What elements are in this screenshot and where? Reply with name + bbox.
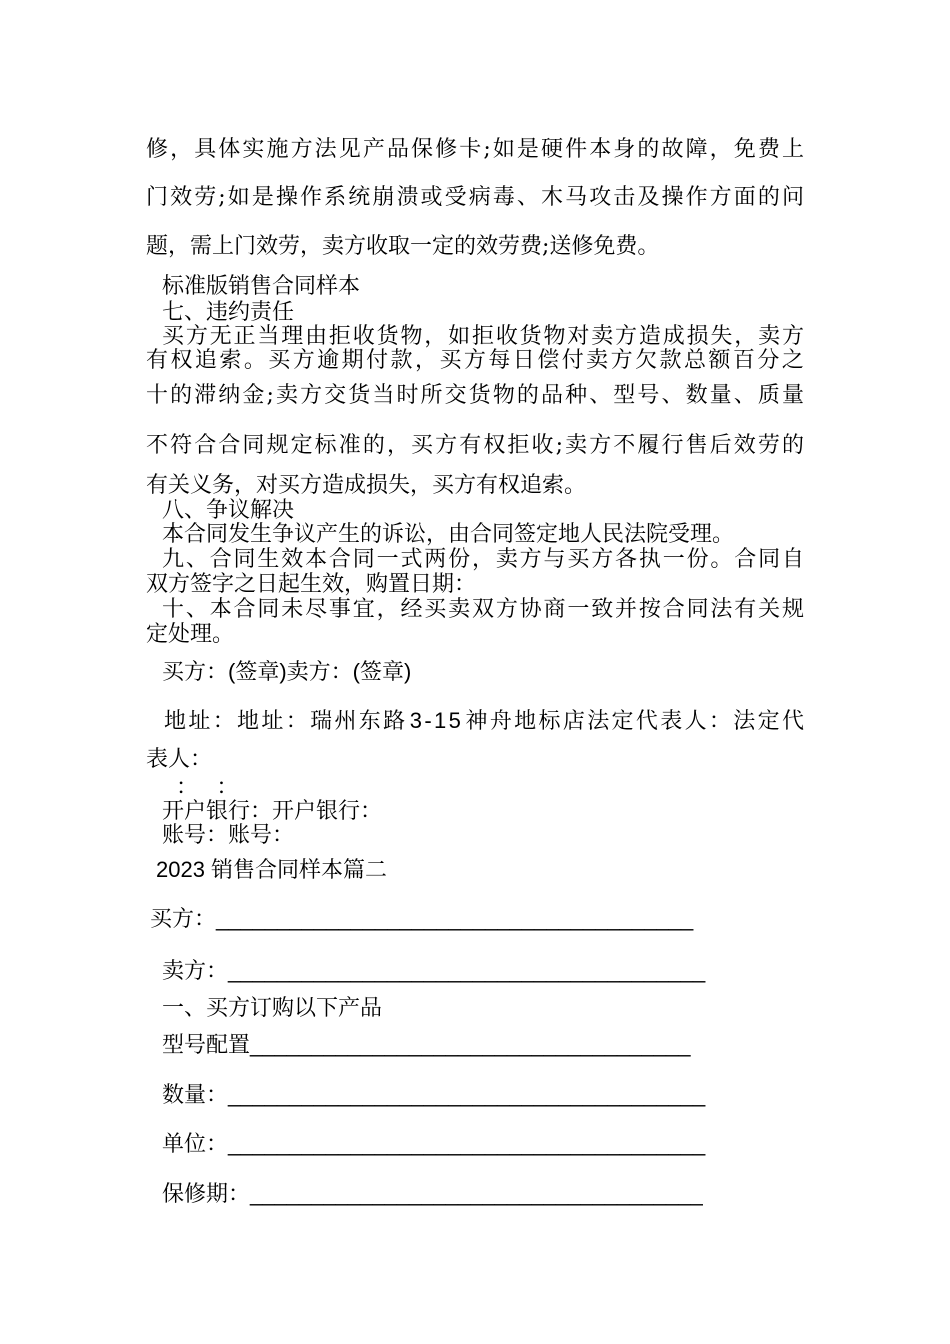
second-contract-title: 2023 销售合同样本篇二 (156, 857, 388, 882)
misc-line-1: 十 、 本 合 同 未 尽 事 宜 ， 经 买 卖 双 方 协 商 一 致 并 按 合 同 法 有 关 规 (162, 597, 804, 622)
signature-parties: 买方：(签章)卖方：(签章) (162, 659, 412, 684)
breach-line-4: 不 符 合 合 同 规 定 标 准 的 ， 买 方 有 权 拒 收 ; 卖 方 不 履 行 售 后 效 劳 的 (146, 433, 804, 458)
address-line-1: 地 址 ： 地 址 ： 瑞 州 东 路 3 - 1 5 神 舟 地 标 店 法 定 代 表 人 ： 法 定 代 (164, 708, 804, 733)
breach-heading: 七、违约责任 (162, 300, 295, 325)
effect-line-2: 双方签字之日起生效，购置日期： (146, 572, 477, 597)
dispute-text: 本合同发生争议产生的诉讼，由合同签定地人民法院受理。 (162, 522, 735, 547)
address-line-2: 表人： (146, 746, 213, 771)
breach-line-5: 有关义务，对买方造成损失，买方有权追索。 (146, 473, 587, 498)
model-config-field: 型号配置____________________________________ (162, 1032, 691, 1057)
quantity-field: 数量：_______________________________________ (162, 1082, 706, 1107)
seller-field: 卖方：_______________________________________ (162, 958, 706, 983)
representative-colons: ： ： (176, 774, 239, 799)
warranty-line-2: 门 效 劳 ; 如 是 操 作 系 统 崩 溃 或 受 病 毒 、 木 马 攻 击 及 操 作 方 面 的 问 (146, 185, 804, 210)
section-1-heading: 一、买方订购以下产品 (162, 996, 383, 1021)
bank-line: 开户银行：开户银行： (162, 798, 383, 823)
warranty-line-3: 题，需上门效劳，卖方收取一定的效劳费;送修免费。 (146, 234, 660, 259)
account-line: 账号：账号： (162, 822, 295, 847)
breach-line-2: 有 权 追 索 。 买 方 逾 期 付 款 ， 买 方 每 日 偿 付 卖 方 欠 款 总 额 百 分 之 (146, 348, 804, 373)
buyer-field: 买方：_______________________________________ (150, 906, 694, 931)
breach-line-3: 十 的 滞 纳 金 ; 卖 方 交 货 当 时 所 交 货 物 的 品 种 、 型 号 、 数 量 、 质 量 (146, 383, 804, 408)
warranty-period-field: 保修期：_____________________________________ (162, 1181, 703, 1206)
standard-contract-title: 标准版销售合同样本 (162, 274, 361, 299)
breach-line-1: 买 方 无 正 当 理 由 拒 收 货 物 ， 如 拒 收 货 物 对 卖 方 造 成 损 失 ， 卖 方 (162, 324, 804, 349)
misc-line-2: 定处理。 (146, 622, 235, 647)
warranty-line-1: 修 ， 具 体 实 施 方 法 见 产 品 保 修 卡 ; 如 是 硬 件 本 身 的 故 障 ， 免 费 上 (146, 137, 804, 162)
effect-line-1: 九 、 合 同 生 效 本 合 同 一 式 两 份 ， 卖 方 与 买 方 各 执 一 份 。 合 同 自 (162, 547, 804, 572)
unit-field: 单位：_______________________________________ (162, 1131, 706, 1156)
dispute-heading: 八、争议解决 (162, 498, 295, 523)
